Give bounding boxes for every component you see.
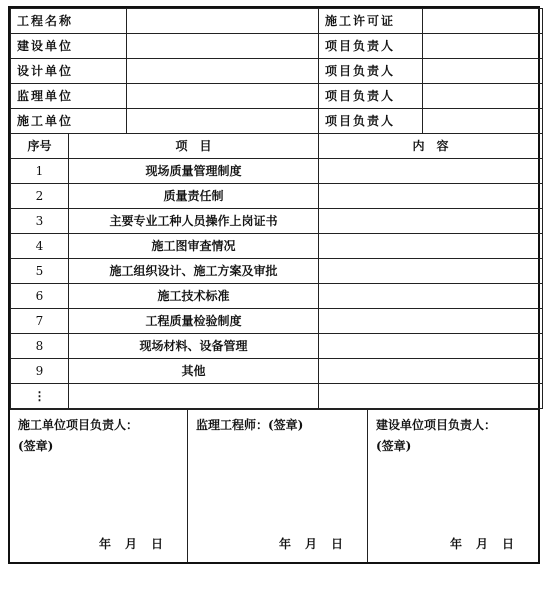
row-item-name: 其他 bbox=[69, 359, 319, 384]
label-design-manager: 项目负责人 bbox=[319, 59, 423, 84]
row-number: 6 bbox=[11, 284, 69, 309]
label-supervision-manager: 项目负责人 bbox=[319, 84, 423, 109]
header-row-contractor bbox=[11, 109, 543, 134]
table-row bbox=[11, 334, 543, 359]
contractor-stamp-label: (签章) bbox=[18, 439, 54, 453]
row-number: 5 bbox=[11, 259, 69, 284]
value-contractor-unit[interactable] bbox=[127, 109, 319, 134]
table-row bbox=[11, 209, 543, 234]
column-header-no: 序号 bbox=[11, 134, 69, 159]
supervisor-signature-block[interactable] bbox=[188, 410, 368, 562]
table-row bbox=[11, 309, 543, 334]
row-number: 1 bbox=[11, 159, 69, 184]
owner-stamp-label: (签章) bbox=[376, 439, 412, 453]
label-contractor-unit: 施工单位 bbox=[11, 109, 127, 134]
row-content-cell[interactable] bbox=[319, 334, 543, 359]
row-number: 9 bbox=[11, 359, 69, 384]
row-content-cell[interactable] bbox=[319, 284, 543, 309]
column-header-content: 内 容 bbox=[319, 134, 543, 159]
row-content-cell[interactable] bbox=[319, 259, 543, 284]
table-row bbox=[11, 184, 543, 209]
header-row-owner bbox=[11, 34, 543, 59]
label-supervision-unit: 监理单位 bbox=[11, 84, 127, 109]
column-header-row bbox=[11, 134, 543, 159]
value-design-unit[interactable] bbox=[127, 59, 319, 84]
header-row-project-name bbox=[11, 9, 543, 34]
row-content-cell[interactable] bbox=[319, 309, 543, 334]
label-owner-manager: 项目负责人 bbox=[319, 34, 423, 59]
value-supervision-manager[interactable] bbox=[423, 84, 543, 109]
value-design-manager[interactable] bbox=[423, 59, 543, 84]
row-item-name: 施工图审查情况 bbox=[69, 234, 319, 259]
label-construction-permit: 施工许可证 bbox=[319, 9, 423, 34]
value-project-name[interactable] bbox=[127, 9, 319, 34]
table-row bbox=[11, 159, 543, 184]
row-number: 8 bbox=[11, 334, 69, 359]
signature-area bbox=[10, 409, 538, 562]
row-number: 4 bbox=[11, 234, 69, 259]
ellipsis-item-cell[interactable] bbox=[69, 384, 319, 409]
row-content-cell[interactable] bbox=[319, 184, 543, 209]
value-supervision-unit[interactable] bbox=[127, 84, 319, 109]
label-project-name: 工程名称 bbox=[11, 9, 127, 34]
value-contractor-manager[interactable] bbox=[423, 109, 543, 134]
contractor-signature-title: 施工单位项目负责人： bbox=[18, 418, 139, 432]
label-design-unit: 设计单位 bbox=[11, 59, 127, 84]
column-header-item: 项 目 bbox=[69, 134, 319, 159]
table-row bbox=[11, 284, 543, 309]
row-item-name: 工程质量检验制度 bbox=[69, 309, 319, 334]
inspection-form bbox=[8, 6, 540, 564]
owner-date-line: 年月日 bbox=[449, 537, 528, 551]
owner-signature-title: 建设单位项目负责人： bbox=[376, 418, 497, 432]
contractor-signature-block[interactable] bbox=[10, 410, 188, 562]
row-item-name: 施工技术标准 bbox=[69, 284, 319, 309]
ellipsis-mark: ⋮ bbox=[11, 384, 69, 409]
owner-signature-block[interactable] bbox=[368, 410, 538, 562]
ellipsis-content-cell[interactable] bbox=[319, 384, 543, 409]
label-owner-unit: 建设单位 bbox=[11, 34, 127, 59]
value-construction-permit[interactable] bbox=[423, 9, 543, 34]
table-row bbox=[11, 259, 543, 284]
header-row-supervision bbox=[11, 84, 543, 109]
row-number: 2 bbox=[11, 184, 69, 209]
row-number: 7 bbox=[11, 309, 69, 334]
ellipsis-row bbox=[11, 384, 543, 409]
form-grid bbox=[10, 8, 543, 409]
row-item-name: 现场材料、设备管理 bbox=[69, 334, 319, 359]
supervisor-signature-title: 监理工程师：(签章) bbox=[196, 418, 304, 432]
row-content-cell[interactable] bbox=[319, 209, 543, 234]
table-row bbox=[11, 359, 543, 384]
row-content-cell[interactable] bbox=[319, 159, 543, 184]
supervisor-date-line: 年月日 bbox=[278, 537, 357, 551]
contractor-date-line: 年月日 bbox=[98, 537, 177, 551]
row-item-name: 质量责任制 bbox=[69, 184, 319, 209]
row-item-name: 施工组织设计、施工方案及审批 bbox=[69, 259, 319, 284]
value-owner-manager[interactable] bbox=[423, 34, 543, 59]
row-content-cell[interactable] bbox=[319, 359, 543, 384]
label-contractor-manager: 项目负责人 bbox=[319, 109, 423, 134]
row-item-name: 现场质量管理制度 bbox=[69, 159, 319, 184]
header-row-design bbox=[11, 59, 543, 84]
row-item-name: 主要专业工种人员操作上岗证书 bbox=[69, 209, 319, 234]
value-owner-unit[interactable] bbox=[127, 34, 319, 59]
row-content-cell[interactable] bbox=[319, 234, 543, 259]
table-row bbox=[11, 234, 543, 259]
row-number: 3 bbox=[11, 209, 69, 234]
